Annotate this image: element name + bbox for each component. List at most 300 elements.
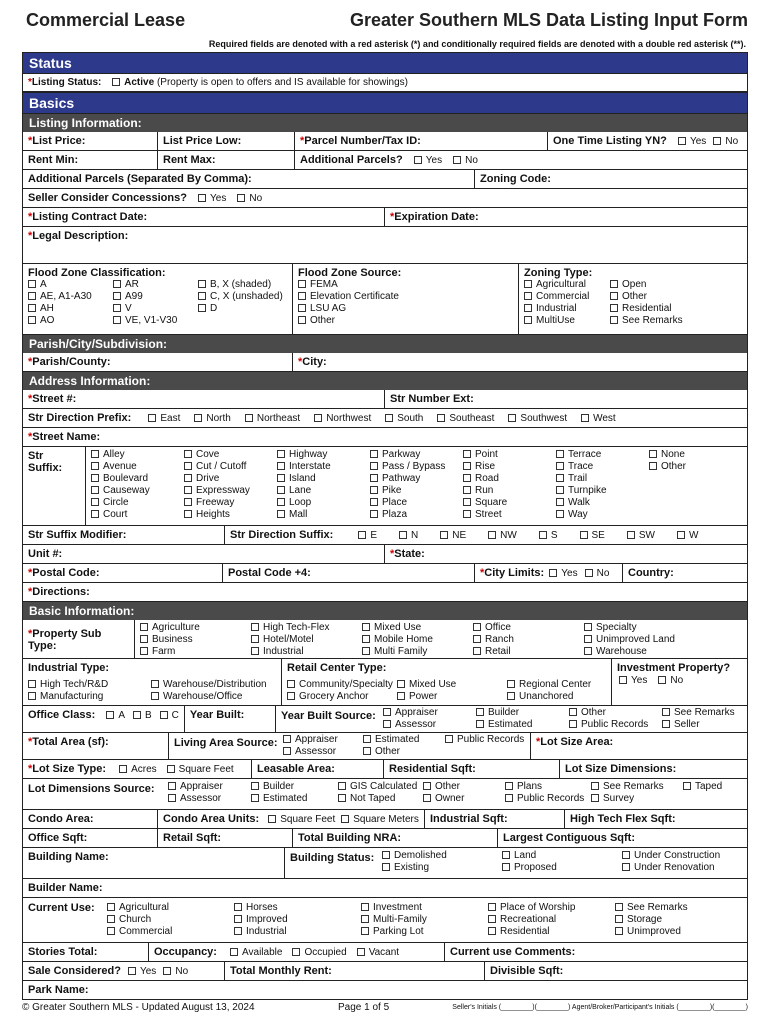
checkbox-icon[interactable] <box>292 948 300 956</box>
current-use-option[interactable] <box>488 926 615 938</box>
property-sub-type-option[interactable] <box>140 646 251 658</box>
checkbox-icon[interactable] <box>298 304 306 312</box>
building-status-option[interactable] <box>622 850 742 862</box>
checkbox-icon[interactable] <box>140 635 148 643</box>
checkbox-icon[interactable] <box>128 967 136 975</box>
direction-prefix-option[interactable] <box>194 413 230 424</box>
living-area-source-option[interactable] <box>445 734 525 746</box>
checkbox-icon[interactable] <box>363 735 371 743</box>
street-suffix-option[interactable] <box>277 449 370 461</box>
direction-suffix-option[interactable] <box>677 530 698 541</box>
lot-dimensions-source-option[interactable] <box>591 793 683 805</box>
checkbox-icon[interactable] <box>91 498 99 506</box>
checkbox-icon[interactable] <box>251 794 259 802</box>
lot-dimensions-source-option[interactable] <box>251 781 338 793</box>
living-area-source-option[interactable] <box>363 734 445 746</box>
lot-dimensions-source-option[interactable] <box>168 793 251 805</box>
concessions-no[interactable]: No <box>237 193 262 204</box>
checkbox-icon[interactable] <box>615 915 623 923</box>
street-suffix-option[interactable] <box>184 461 277 473</box>
checkbox-icon[interactable] <box>234 927 242 935</box>
checkbox-icon[interactable] <box>277 450 285 458</box>
street-suffix-option[interactable] <box>463 497 556 509</box>
living-area-source-option[interactable] <box>363 746 445 758</box>
checkbox-icon[interactable] <box>341 815 349 823</box>
current-use-option[interactable] <box>488 914 615 926</box>
checkbox-icon[interactable] <box>370 474 378 482</box>
status-active-option[interactable]: Active (Property is open to offers and IS available for showings) <box>112 77 408 88</box>
checkbox-icon[interactable] <box>584 647 592 655</box>
checkbox-icon[interactable] <box>382 851 390 859</box>
flood-zone-option[interactable] <box>113 291 198 303</box>
sale-no[interactable]: No <box>163 966 188 977</box>
street-suffix-option[interactable] <box>556 449 649 461</box>
checkbox-icon[interactable] <box>168 794 176 802</box>
checkbox-icon[interactable] <box>399 531 407 539</box>
checkbox-icon[interactable] <box>524 292 532 300</box>
street-suffix-option[interactable] <box>370 485 463 497</box>
flood-zone-option[interactable] <box>198 279 293 291</box>
street-suffix-option[interactable] <box>370 473 463 485</box>
current-use-option[interactable] <box>488 902 615 914</box>
checkbox-icon[interactable] <box>287 680 295 688</box>
checkbox-icon[interactable] <box>507 680 515 688</box>
zoning-type-option[interactable] <box>524 315 610 327</box>
city-limits-yes[interactable]: Yes <box>549 568 577 579</box>
additional-parcels-yes[interactable]: Yes <box>414 155 442 166</box>
flood-zone-option[interactable] <box>113 279 198 291</box>
checkbox-icon[interactable] <box>338 782 346 790</box>
checkbox-icon[interactable] <box>91 474 99 482</box>
street-suffix-option[interactable] <box>649 449 742 461</box>
checkbox-icon[interactable] <box>414 156 422 164</box>
retail-center-option[interactable] <box>287 691 397 703</box>
direction-suffix-option[interactable] <box>440 530 466 541</box>
building-status-option[interactable] <box>622 862 742 874</box>
checkbox-icon[interactable] <box>397 692 405 700</box>
lot-dimensions-source-option[interactable] <box>338 793 423 805</box>
checkbox-icon[interactable] <box>677 531 685 539</box>
checkbox-icon[interactable] <box>198 280 206 288</box>
checkbox-icon[interactable] <box>358 531 366 539</box>
street-suffix-option[interactable] <box>184 497 277 509</box>
checkbox-icon[interactable] <box>585 569 593 577</box>
street-suffix-option[interactable] <box>463 473 556 485</box>
zoning-type-option[interactable] <box>524 291 610 303</box>
office-class-option[interactable] <box>160 710 179 721</box>
checkbox-icon[interactable] <box>476 708 484 716</box>
checkbox-icon[interactable] <box>113 292 121 300</box>
checkbox-icon[interactable] <box>28 292 36 300</box>
checkbox-icon[interactable] <box>382 863 390 871</box>
checkbox-icon[interactable] <box>591 794 599 802</box>
zoning-type-option[interactable] <box>524 303 610 315</box>
direction-prefix-option[interactable] <box>508 413 567 424</box>
year-built-source-option[interactable] <box>569 719 662 731</box>
checkbox-icon[interactable] <box>277 474 285 482</box>
checkbox-icon[interactable] <box>556 510 564 518</box>
checkbox-icon[interactable] <box>463 510 471 518</box>
checkbox-icon[interactable] <box>569 720 577 728</box>
checkbox-icon[interactable] <box>28 680 36 688</box>
zoning-type-option[interactable] <box>610 291 700 303</box>
street-suffix-option[interactable] <box>556 461 649 473</box>
retail-center-option[interactable] <box>397 691 507 703</box>
direction-prefix-option[interactable] <box>314 413 371 424</box>
condo-area-units-option[interactable] <box>268 814 335 825</box>
flood-zone-option[interactable] <box>28 279 113 291</box>
retail-center-option[interactable] <box>397 679 507 691</box>
checkbox-icon[interactable] <box>277 486 285 494</box>
industrial-type-option[interactable] <box>151 679 281 691</box>
retail-center-option[interactable] <box>287 679 397 691</box>
checkbox-icon[interactable] <box>584 623 592 631</box>
property-sub-type-option[interactable] <box>473 622 584 634</box>
checkbox-icon[interactable] <box>370 450 378 458</box>
flood-source-option[interactable] <box>298 279 513 291</box>
checkbox-icon[interactable] <box>140 623 148 631</box>
lot-size-type-option[interactable] <box>119 764 157 775</box>
property-sub-type-option[interactable] <box>584 622 695 634</box>
industrial-type-option[interactable] <box>28 691 151 703</box>
checkbox-icon[interactable] <box>151 680 159 688</box>
checkbox-icon[interactable] <box>234 903 242 911</box>
checkbox-icon[interactable] <box>473 623 481 631</box>
checkbox-icon[interactable] <box>184 474 192 482</box>
checkbox-icon[interactable] <box>437 414 445 422</box>
checkbox-icon[interactable] <box>370 462 378 470</box>
direction-prefix-option[interactable] <box>437 413 494 424</box>
direction-suffix-option[interactable] <box>399 530 418 541</box>
direction-prefix-option[interactable] <box>148 413 180 424</box>
checkbox-icon[interactable] <box>287 692 295 700</box>
checkbox-icon[interactable] <box>463 462 471 470</box>
checkbox-icon[interactable] <box>361 927 369 935</box>
office-class-option[interactable] <box>106 710 125 721</box>
building-status-option[interactable] <box>502 850 622 862</box>
year-built-source-option[interactable] <box>476 707 569 719</box>
checkbox-icon[interactable] <box>463 498 471 506</box>
current-use-option[interactable] <box>107 902 234 914</box>
street-suffix-option[interactable] <box>91 473 184 485</box>
zoning-type-option[interactable] <box>610 315 700 327</box>
checkbox-icon[interactable] <box>251 635 259 643</box>
street-suffix-option[interactable] <box>556 473 649 485</box>
checkbox-icon[interactable] <box>473 647 481 655</box>
condo-area-units-option[interactable] <box>341 814 419 825</box>
year-built-source-option[interactable] <box>383 719 476 731</box>
current-use-option[interactable] <box>615 914 742 926</box>
flood-zone-option[interactable] <box>198 303 293 315</box>
checkbox-icon[interactable] <box>251 647 259 655</box>
checkbox-icon[interactable] <box>370 510 378 518</box>
flood-zone-option[interactable] <box>28 315 113 327</box>
industrial-type-option[interactable] <box>28 679 151 691</box>
checkbox-icon[interactable] <box>556 450 564 458</box>
current-use-option[interactable] <box>615 926 742 938</box>
zoning-type-option[interactable] <box>610 303 700 315</box>
lot-dimensions-source-option[interactable] <box>591 781 683 793</box>
checkbox-icon[interactable] <box>615 927 623 935</box>
street-suffix-option[interactable] <box>370 497 463 509</box>
lot-dimensions-source-option[interactable] <box>505 781 591 793</box>
checkbox-icon[interactable] <box>28 304 36 312</box>
checkbox-icon[interactable] <box>119 765 127 773</box>
checkbox-icon[interactable] <box>591 782 599 790</box>
street-suffix-option[interactable] <box>184 509 277 521</box>
checkbox-icon[interactable] <box>277 498 285 506</box>
checkbox-icon[interactable] <box>662 720 670 728</box>
street-suffix-option[interactable] <box>463 509 556 521</box>
current-use-option[interactable] <box>107 926 234 938</box>
checkbox-icon[interactable] <box>556 474 564 482</box>
checkbox-icon[interactable] <box>556 486 564 494</box>
checkbox-icon[interactable] <box>502 863 510 871</box>
current-use-option[interactable] <box>361 926 488 938</box>
direction-suffix-option[interactable] <box>358 530 377 541</box>
current-use-option[interactable] <box>615 902 742 914</box>
lot-size-type-option[interactable] <box>167 764 234 775</box>
property-sub-type-option[interactable] <box>473 646 584 658</box>
direction-suffix-option[interactable] <box>627 530 655 541</box>
checkbox-icon[interactable] <box>283 747 291 755</box>
lot-dimensions-source-option[interactable] <box>338 781 423 793</box>
current-use-option[interactable] <box>107 914 234 926</box>
year-built-source-option[interactable] <box>476 719 569 731</box>
checkbox-icon[interactable] <box>610 316 618 324</box>
street-suffix-option[interactable] <box>556 485 649 497</box>
city-limits-no[interactable]: No <box>585 568 610 579</box>
checkbox-icon[interactable] <box>198 304 206 312</box>
direction-suffix-option[interactable] <box>580 530 605 541</box>
checkbox-icon[interactable] <box>298 316 306 324</box>
direction-prefix-option[interactable] <box>245 413 300 424</box>
checkbox-icon[interactable] <box>524 304 532 312</box>
office-class-option[interactable] <box>133 710 152 721</box>
checkbox-icon[interactable] <box>357 948 365 956</box>
checkbox-icon[interactable] <box>168 782 176 790</box>
checkbox-icon[interactable] <box>298 292 306 300</box>
year-built-source-option[interactable] <box>569 707 662 719</box>
checkbox-icon[interactable] <box>163 967 171 975</box>
checkbox-icon[interactable] <box>362 647 370 655</box>
direction-suffix-option[interactable] <box>488 530 517 541</box>
checkbox-icon[interactable] <box>383 708 391 716</box>
street-suffix-option[interactable] <box>370 509 463 521</box>
checkbox-icon[interactable] <box>622 851 630 859</box>
checkbox-icon[interactable] <box>370 498 378 506</box>
current-use-option[interactable] <box>234 926 361 938</box>
building-status-option[interactable] <box>502 862 622 874</box>
checkbox-icon[interactable] <box>610 304 618 312</box>
investment-no[interactable]: No <box>658 675 683 686</box>
flood-source-option[interactable] <box>298 315 513 327</box>
checkbox-icon[interactable] <box>277 510 285 518</box>
lot-dimensions-source-option[interactable] <box>423 793 505 805</box>
checkbox-icon[interactable] <box>91 486 99 494</box>
property-sub-type-option[interactable] <box>251 646 362 658</box>
street-suffix-option[interactable] <box>184 485 277 497</box>
checkbox-icon[interactable] <box>619 676 627 684</box>
checkbox-icon[interactable] <box>662 708 670 716</box>
year-built-source-option[interactable] <box>662 707 742 719</box>
checkbox-icon[interactable] <box>107 903 115 911</box>
checkbox-icon[interactable] <box>184 462 192 470</box>
flood-zone-option[interactable] <box>28 303 113 315</box>
lot-dimensions-source-option[interactable] <box>251 793 338 805</box>
retail-center-option[interactable] <box>507 691 617 703</box>
checkbox-icon[interactable] <box>549 569 557 577</box>
checkbox-icon[interactable] <box>488 903 496 911</box>
year-built-source-option[interactable] <box>662 719 742 731</box>
checkbox-icon[interactable] <box>580 531 588 539</box>
current-use-option[interactable] <box>361 914 488 926</box>
direction-prefix-option[interactable] <box>385 413 423 424</box>
occupancy-option[interactable] <box>357 947 399 958</box>
flood-zone-option[interactable] <box>198 291 293 303</box>
checkbox-icon[interactable] <box>556 462 564 470</box>
property-sub-type-option[interactable] <box>584 634 695 646</box>
street-suffix-option[interactable] <box>370 461 463 473</box>
checkbox-icon[interactable] <box>445 735 453 743</box>
checkbox-icon[interactable] <box>184 498 192 506</box>
checkbox-icon[interactable] <box>397 680 405 688</box>
street-suffix-option[interactable] <box>91 461 184 473</box>
property-sub-type-option[interactable] <box>251 622 362 634</box>
living-area-source-option[interactable] <box>283 746 363 758</box>
street-suffix-option[interactable] <box>91 497 184 509</box>
checkbox-icon[interactable] <box>277 462 285 470</box>
checkbox-icon[interactable] <box>113 304 121 312</box>
checkbox-icon[interactable] <box>298 280 306 288</box>
checkbox-icon[interactable] <box>107 927 115 935</box>
property-sub-type-option[interactable] <box>362 622 473 634</box>
checkbox-icon[interactable] <box>524 316 532 324</box>
checkbox-icon[interactable] <box>362 623 370 631</box>
flood-zone-option[interactable] <box>113 303 198 315</box>
checkbox-icon[interactable] <box>338 794 346 802</box>
property-sub-type-option[interactable] <box>362 634 473 646</box>
checkbox-icon[interactable] <box>508 414 516 422</box>
checkbox-icon[interactable] <box>167 765 175 773</box>
flood-source-option[interactable] <box>298 303 513 315</box>
checkbox-icon[interactable] <box>251 623 259 631</box>
checkbox-icon[interactable] <box>488 927 496 935</box>
street-suffix-option[interactable] <box>463 485 556 497</box>
checkbox-icon[interactable] <box>423 794 431 802</box>
checkbox-icon[interactable] <box>133 711 141 719</box>
one-time-yes[interactable]: Yes <box>678 136 706 147</box>
checkbox-icon[interactable] <box>473 635 481 643</box>
checkbox-icon[interactable] <box>440 531 448 539</box>
checkbox-icon[interactable] <box>91 462 99 470</box>
street-suffix-option[interactable] <box>649 461 742 473</box>
checkbox-icon[interactable] <box>106 711 114 719</box>
one-time-no[interactable]: No <box>713 136 738 147</box>
street-suffix-option[interactable] <box>91 449 184 461</box>
sale-yes[interactable]: Yes <box>128 966 156 977</box>
checkbox-icon[interactable] <box>678 137 686 145</box>
checkbox-icon[interactable] <box>370 486 378 494</box>
checkbox-icon[interactable] <box>476 720 484 728</box>
checkbox-icon[interactable] <box>234 915 242 923</box>
street-suffix-option[interactable] <box>277 473 370 485</box>
zoning-type-option[interactable] <box>610 279 700 291</box>
checkbox-icon[interactable] <box>362 635 370 643</box>
checkbox-icon[interactable] <box>584 635 592 643</box>
checkbox-icon[interactable] <box>107 915 115 923</box>
checkbox-icon[interactable] <box>361 903 369 911</box>
street-suffix-option[interactable] <box>277 509 370 521</box>
checkbox-icon[interactable] <box>627 531 635 539</box>
checkbox-icon[interactable] <box>314 414 322 422</box>
street-suffix-option[interactable] <box>184 449 277 461</box>
checkbox-icon[interactable] <box>198 292 206 300</box>
checkbox-icon[interactable] <box>649 462 657 470</box>
property-sub-type-option[interactable] <box>140 622 251 634</box>
zoning-type-option[interactable] <box>524 279 610 291</box>
checkbox-icon[interactable] <box>524 280 532 288</box>
current-use-option[interactable] <box>234 914 361 926</box>
property-sub-type-option[interactable] <box>584 646 695 658</box>
current-use-option[interactable] <box>234 902 361 914</box>
checkbox-icon[interactable] <box>539 531 547 539</box>
occupancy-option[interactable] <box>230 947 282 958</box>
checkbox-icon[interactable] <box>385 414 393 422</box>
checkbox-icon[interactable] <box>160 711 168 719</box>
checkbox-icon[interactable] <box>363 747 371 755</box>
checkbox-icon[interactable] <box>91 450 99 458</box>
checkbox-icon[interactable] <box>194 414 202 422</box>
lot-dimensions-source-option[interactable] <box>168 781 251 793</box>
checkbox-icon[interactable] <box>184 486 192 494</box>
retail-center-option[interactable] <box>507 679 617 691</box>
checkbox-icon[interactable] <box>488 531 496 539</box>
street-suffix-option[interactable] <box>463 461 556 473</box>
property-sub-type-option[interactable] <box>362 646 473 658</box>
checkbox-icon[interactable] <box>383 720 391 728</box>
street-suffix-option[interactable] <box>184 473 277 485</box>
checkbox-icon[interactable] <box>268 815 276 823</box>
investment-yes[interactable]: Yes <box>619 675 647 686</box>
lot-dimensions-source-option[interactable] <box>683 781 723 793</box>
checkbox-icon[interactable] <box>488 915 496 923</box>
checkbox-icon[interactable] <box>283 735 291 743</box>
property-sub-type-option[interactable] <box>140 634 251 646</box>
street-suffix-option[interactable] <box>556 497 649 509</box>
checkbox-icon[interactable] <box>140 647 148 655</box>
lot-dimensions-source-option[interactable] <box>505 793 591 805</box>
checkbox-icon[interactable] <box>622 863 630 871</box>
checkbox-icon[interactable] <box>151 692 159 700</box>
checkbox-icon[interactable] <box>581 414 589 422</box>
building-status-option[interactable] <box>382 862 502 874</box>
checkbox-icon[interactable] <box>112 78 120 86</box>
street-suffix-option[interactable] <box>370 449 463 461</box>
checkbox-icon[interactable] <box>658 676 666 684</box>
flood-zone-option[interactable] <box>28 291 113 303</box>
checkbox-icon[interactable] <box>505 782 513 790</box>
checkbox-icon[interactable] <box>507 692 515 700</box>
industrial-type-option[interactable] <box>151 691 281 703</box>
checkbox-icon[interactable] <box>245 414 253 422</box>
checkbox-icon[interactable] <box>683 782 691 790</box>
flood-zone-option[interactable] <box>113 315 198 327</box>
checkbox-icon[interactable] <box>453 156 461 164</box>
checkbox-icon[interactable] <box>502 851 510 859</box>
checkbox-icon[interactable] <box>230 948 238 956</box>
checkbox-icon[interactable] <box>569 708 577 716</box>
